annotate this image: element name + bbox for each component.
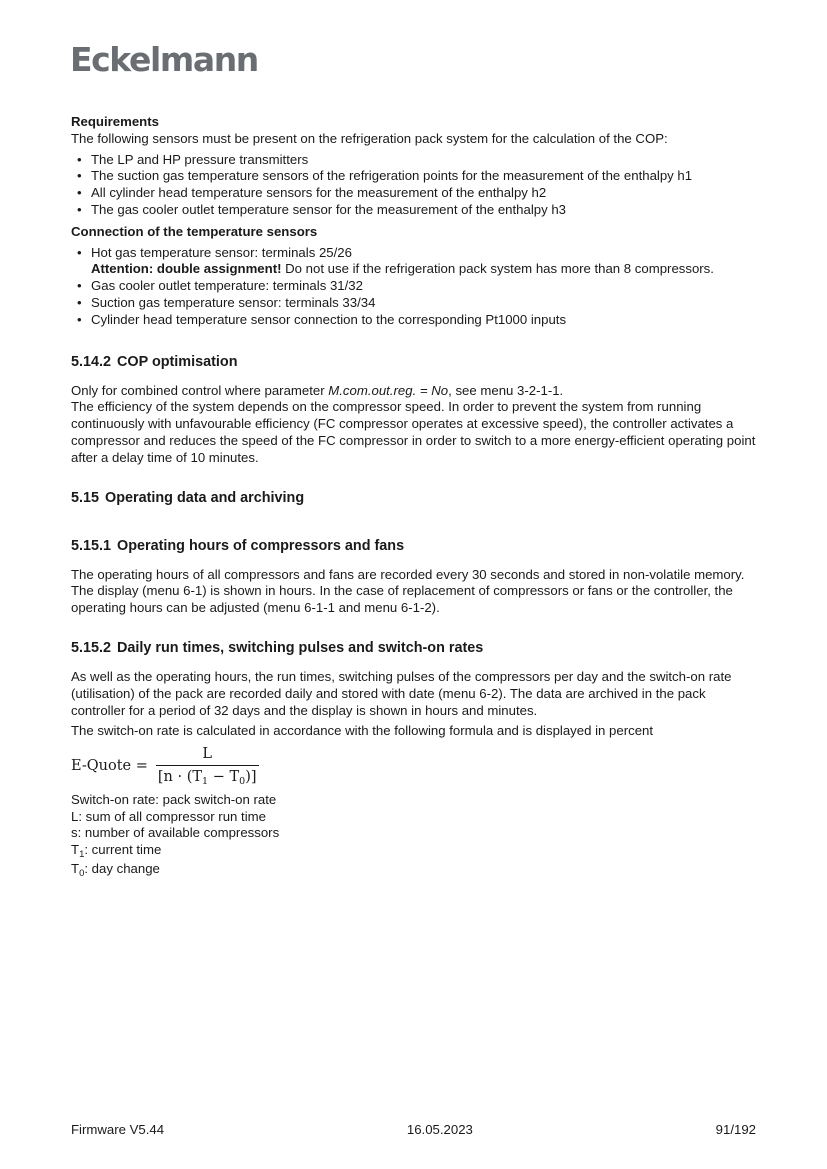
section-heading-5-15-2 [71, 639, 761, 657]
list-item: • All cylinder head temperature sensors for the measurement of the enthalpy h2 [71, 185, 761, 202]
formula-lhs: E-Quote = [71, 757, 148, 774]
section-title: Operating data and archiving [105, 489, 305, 506]
legend-line: Switch-on rate: pack switch-on rate [71, 791, 277, 807]
paragraph [71, 383, 761, 400]
formula-legend [71, 792, 761, 878]
requirements-list [71, 152, 761, 219]
connection-list [71, 245, 761, 329]
list-item: • Gas cooler outlet temperature: terminals 31/32 [71, 278, 761, 295]
variable: T [71, 860, 80, 876]
page-content [71, 114, 761, 878]
formula-subscript: 0 [239, 775, 246, 787]
text-span: , see menu 3-2-1-1. [448, 382, 564, 398]
legend-line: s: number of available compressors [71, 825, 280, 841]
parameter-name: M.com.out.reg. = No [328, 382, 449, 398]
text-span: Only for combined control where parameter [71, 382, 329, 398]
section-number: 5.14.2 [71, 353, 112, 370]
formula-denominator [156, 765, 259, 786]
section-heading-5-14-2 [71, 353, 761, 371]
paragraph: As well as the operating hours, the run times, switching pulses of the compressors per day and the switch-on rate (utilisation) of the pack are recorded daily and stored with date (menu 6-2). The data are archived in the pack controller for a period of 32 days and the display is shown in hours and minutes. [71, 668, 732, 718]
variable-subscript: 1 [79, 849, 85, 861]
list-item: • The gas cooler outlet temperature sensor for the measurement of the enthalpy h3 [71, 202, 761, 219]
section-title: Operating hours of compressors and fans [117, 537, 405, 554]
section-title: Daily run times, switching pulses and switch-on rates [117, 639, 484, 656]
footer-page-number: 91/192 [715, 1122, 756, 1137]
formula-numerator: L [202, 746, 213, 763]
legend-line [71, 842, 761, 859]
formula [71, 746, 761, 786]
variable: T [71, 842, 80, 858]
list-item [71, 245, 761, 279]
legend-text: : current time [84, 842, 162, 858]
formula-part: − T [208, 768, 240, 785]
formula-part: [n · (T [157, 768, 203, 785]
company-logo: Eckelmann [70, 40, 258, 79]
section-number: 5.15.1 [71, 537, 112, 554]
attention-label: Attention: double assignment! [91, 261, 282, 277]
list-item-text: Hot gas temperature sensor: terminals 25/26 [91, 244, 352, 260]
section-heading-5-15-1 [71, 537, 761, 555]
attention-text: Do not use if the refrigeration pack system has more than 8 compressors. [285, 261, 714, 277]
legend-text: : day change [84, 860, 160, 876]
paragraph: The efficiency of the system depends on the compressor speed. In order to prevent the system from running continuously with unfavourable efficiency (FC compressor operates at excessive speed), the controller activates a compressor and reduces the speed of the FC compressor in order to switch to a more energy-efficient operating point after a delay time of 10 minutes. [71, 399, 756, 465]
paragraph: The switch-on rate is calculated in accordance with the following formula and is displayed in percent [71, 723, 654, 739]
requirements-heading: Requirements [71, 114, 159, 129]
variable-subscript: 0 [79, 867, 85, 879]
section-heading-5-15 [71, 489, 761, 507]
connection-heading: Connection of the temperature sensors [71, 223, 318, 239]
footer-firmware: Firmware V5.44 [71, 1122, 165, 1137]
formula-fraction [156, 746, 259, 786]
page-footer [71, 1122, 756, 1137]
formula-part: )] [245, 768, 257, 785]
list-item: • The LP and HP pressure transmitters [71, 152, 761, 169]
footer-date: 16.05.2023 [406, 1122, 473, 1137]
formula-subscript: 1 [202, 775, 209, 787]
list-item: • Cylinder head temperature sensor connection to the corresponding Pt1000 inputs [71, 312, 761, 329]
list-item: • The suction gas temperature sensors of the refrigeration points for the measurement of the enthalpy h1 [71, 168, 761, 185]
section-title: COP optimisation [117, 353, 238, 370]
paragraph: The operating hours of all compressors and fans are recorded every 30 seconds and stored in non-volatile memory. The display (menu 6-1) is shown in hours. In the case of replacement of compressors or fans or the controller, the operating hours can be adjusted (menu 6-1-1 and menu 6-1-2). [71, 566, 745, 616]
list-item: • Suction gas temperature sensor: terminals 33/34 [71, 295, 761, 312]
section-number: 5.15.2 [71, 639, 112, 656]
legend-line [71, 861, 761, 878]
legend-line: L: sum of all compressor run time [71, 808, 266, 824]
section-number: 5.15 [71, 489, 100, 506]
requirements-intro: The following sensors must be present on the refrigeration pack system for the calculation of the COP: [71, 130, 668, 146]
